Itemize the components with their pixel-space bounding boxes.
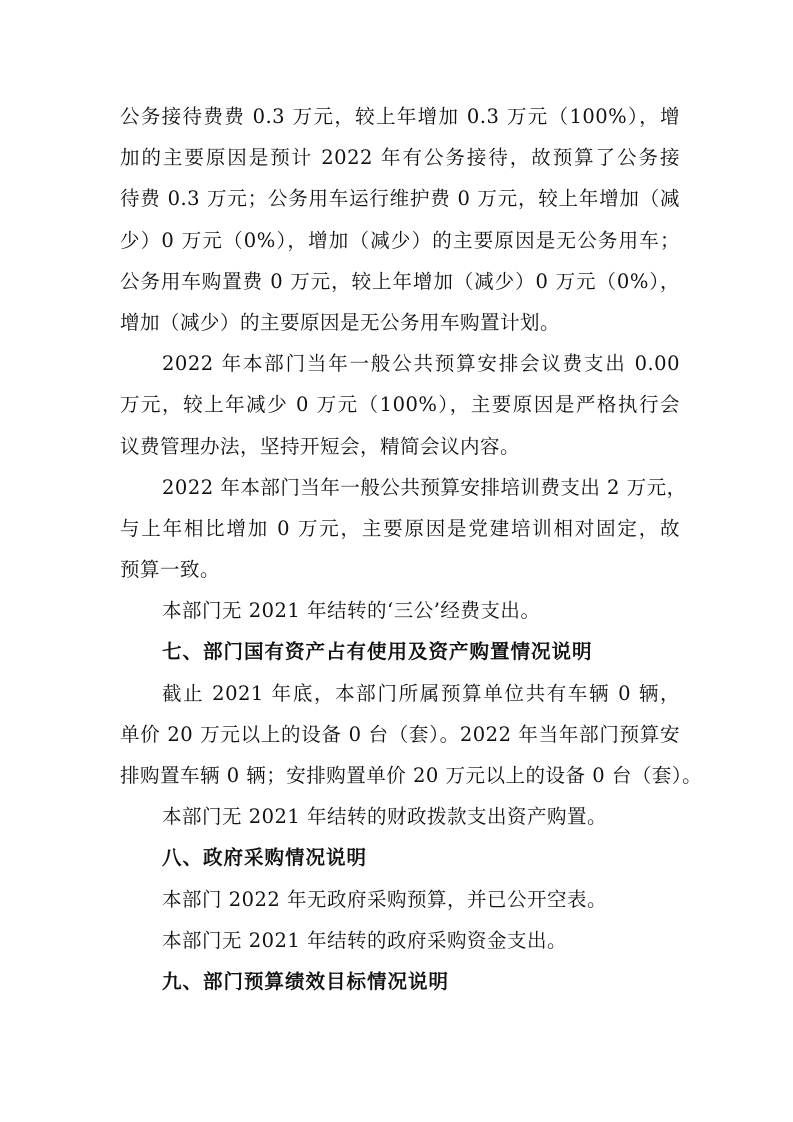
paragraph-line: 少）0 万元（0%），增加（减少）的主要原因是无公务用车；: [120, 228, 680, 252]
paragraph-line: 本部门无 2021 年结转的‘三公’经费支出。: [162, 599, 541, 623]
paragraph-line: 本部门无 2021 年结转的政府采购资金支出。: [162, 928, 568, 952]
paragraph-line: 排购置车辆 0 辆；安排购置单价 20 万元以上的设备 0 台（套）。: [120, 764, 703, 787]
paragraph-line: 公务用车购置费 0 万元，较上年增加（减少）0 万元（0%），: [120, 269, 680, 293]
paragraph-line: 预算一致。: [120, 558, 221, 582]
section-heading-9: 九、部门预算绩效目标情况说明: [162, 969, 450, 993]
paragraph-line: 万元，较上年减少 0 万元（100%），主要原因是严格执行会: [120, 393, 680, 417]
paragraph-line: 截止 2021 年底，本部门所属预算单位共有车辆 0 辆，: [162, 681, 680, 705]
document-body: [120, 96, 703, 1002]
paragraph-line: 议费管理办法，坚持开短会，精简会议内容。: [120, 434, 521, 458]
paragraph-line: 本部门 2022 年无政府采购预算，并已公开空表。: [162, 887, 608, 911]
section-heading-8: 八、政府采购情况说明: [162, 846, 368, 870]
paragraph-line: 加的主要原因是预计 2022 年有公务接待，故预算了公务接: [120, 146, 680, 170]
paragraph-line: 公务接待费费 0.3 万元，较上年增加 0.3 万元（100%），增: [120, 105, 680, 128]
paragraph-line: 本部门无 2021 年结转的财政拨款支出资产购置。: [162, 805, 608, 829]
paragraph-line: 待费 0.3 万元；公务用车运行维护费 0 万元，较上年增加（减: [120, 187, 680, 211]
section-heading-7: 七、部门国有资产占有使用及资产购置情况说明: [162, 640, 593, 664]
paragraph-line: 与上年相比增加 0 万元，主要原因是党建培训相对固定，故: [120, 516, 680, 540]
paragraph-line: 单价 20 万元以上的设备 0 台（套）。2022 年当年部门预算安: [120, 722, 680, 746]
paragraph-line: 增加（减少）的主要原因是无公务用车购置计划。: [120, 310, 561, 334]
paragraph-line: 2022 年本部门当年一般公共预算安排培训费支出 2 万元，: [162, 475, 687, 499]
paragraph-line: 2022 年本部门当年一般公共预算安排会议费支出 0.00: [162, 352, 680, 376]
